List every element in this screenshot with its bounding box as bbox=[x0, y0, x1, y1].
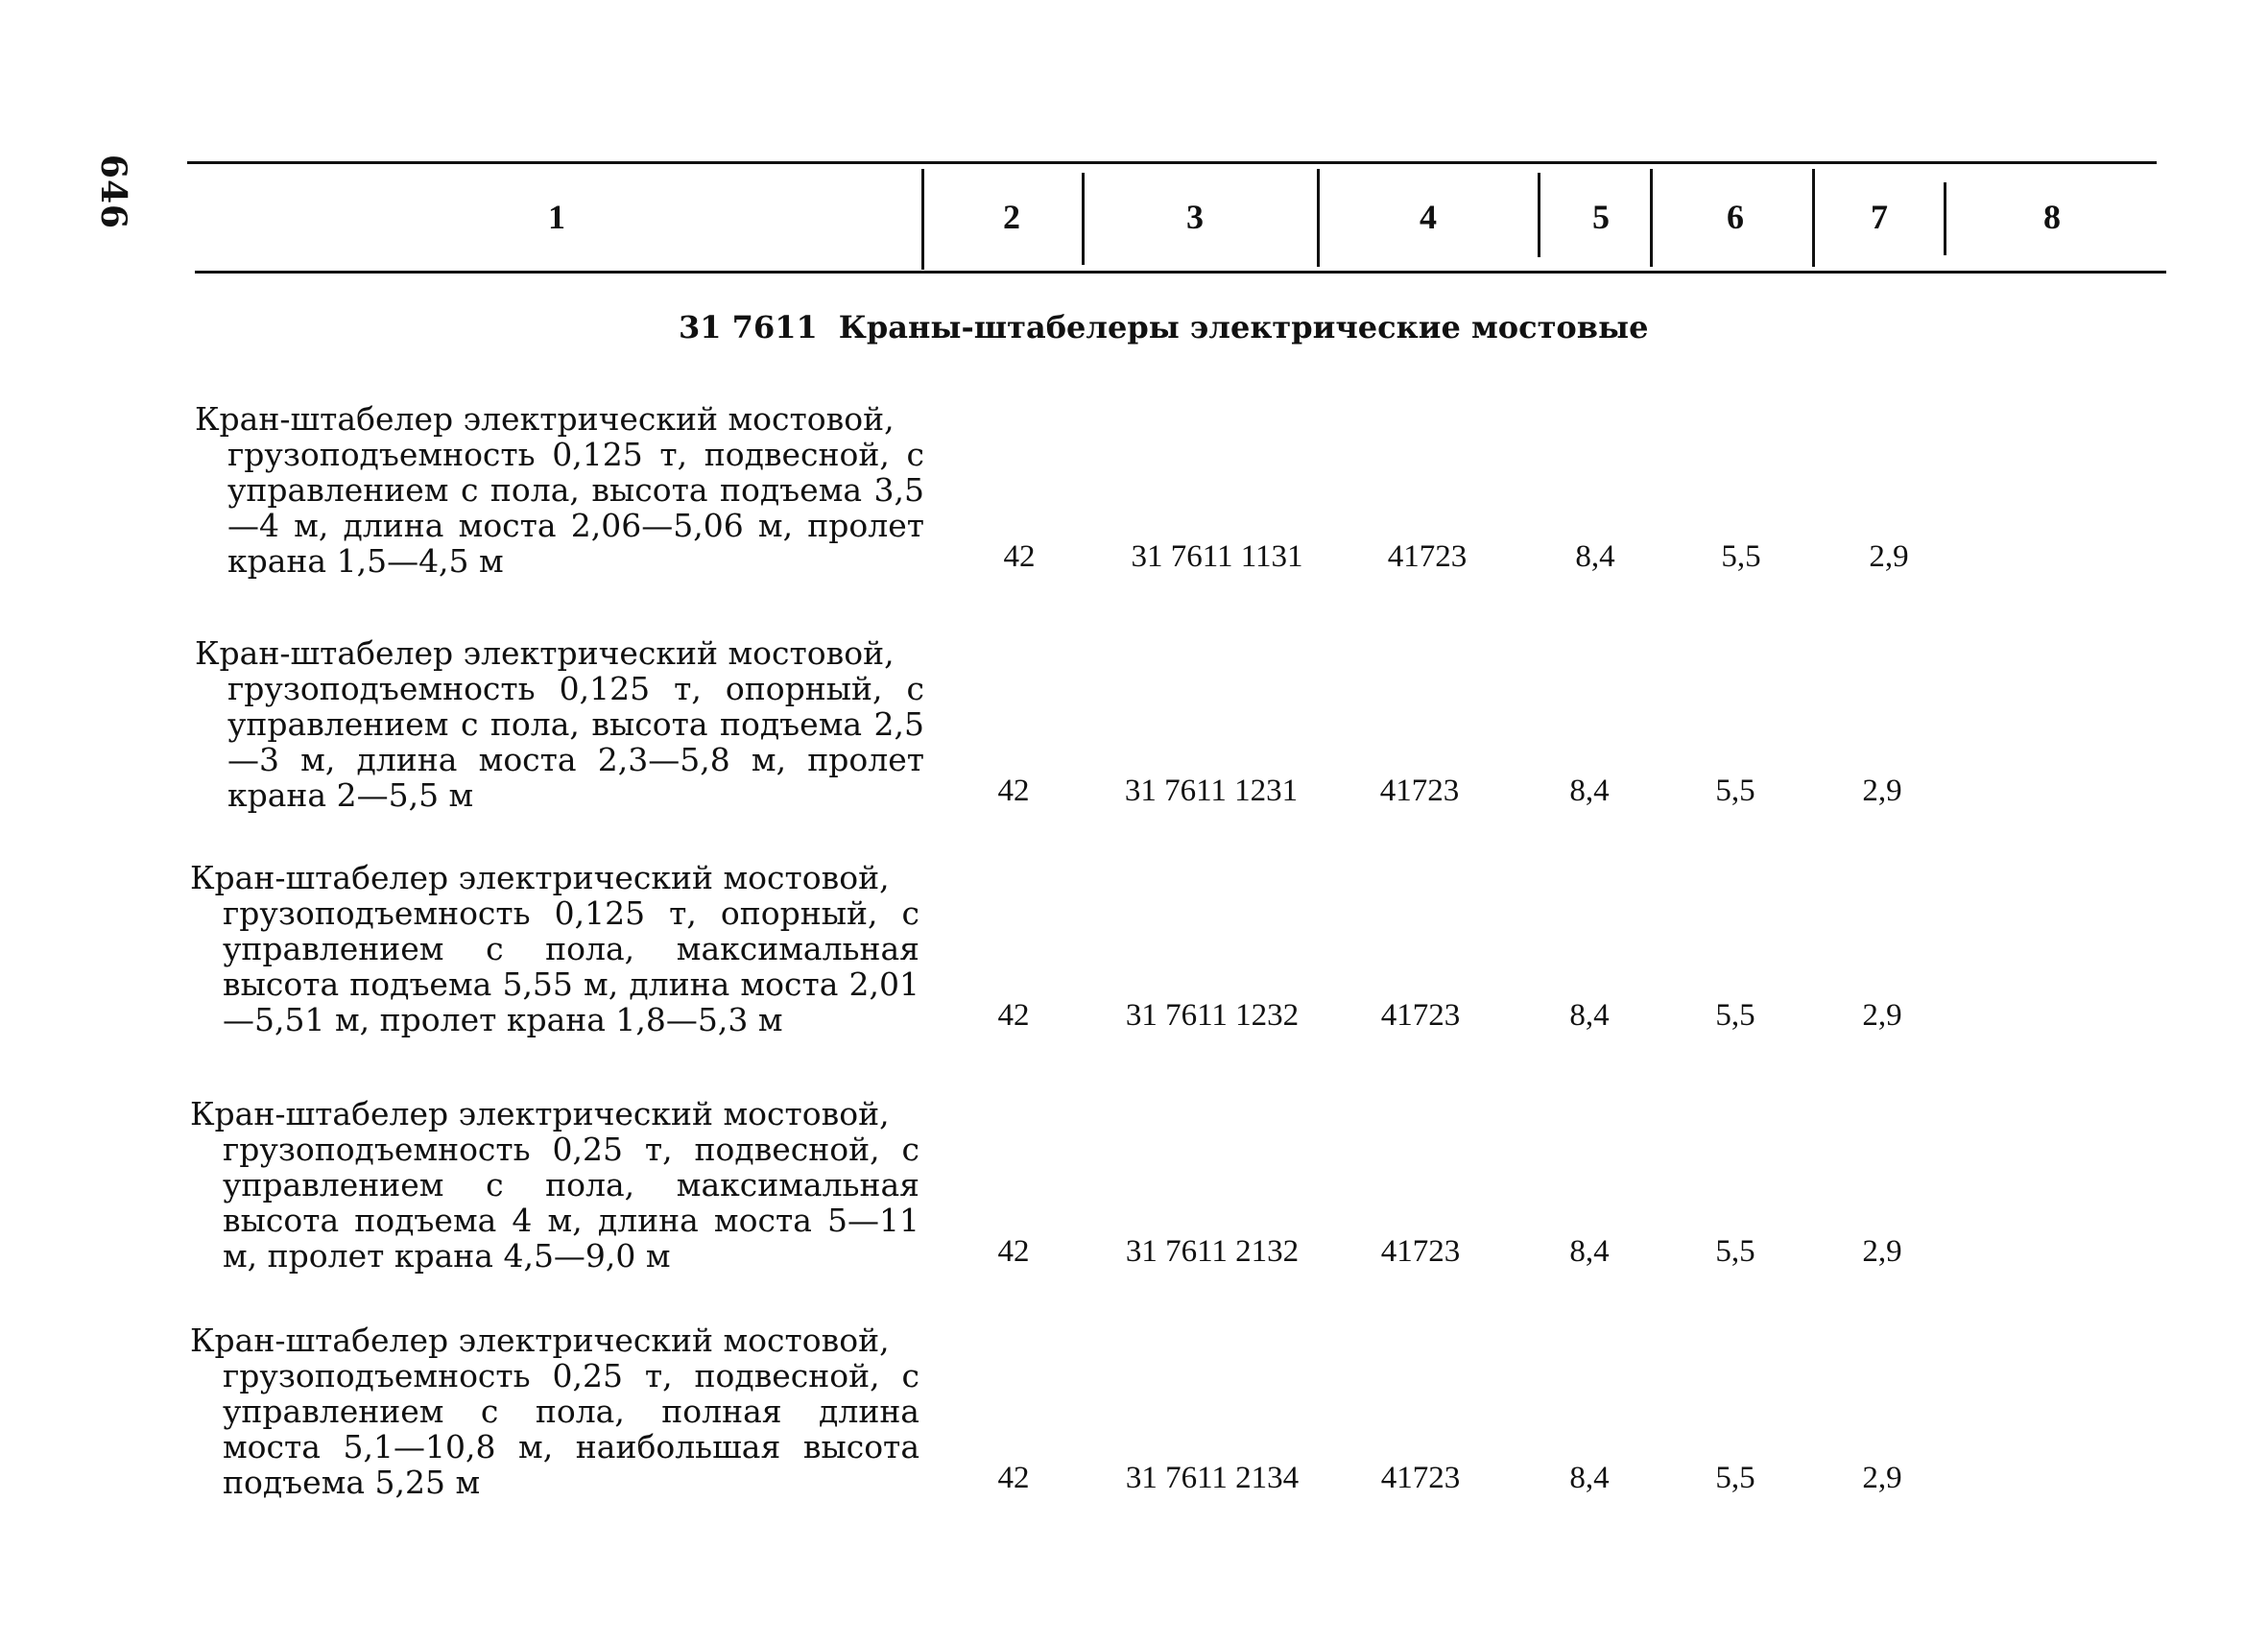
cell-col5: 8,4 bbox=[1569, 998, 1610, 1033]
cell-col6: 5,5 bbox=[1715, 774, 1755, 808]
column-divider bbox=[1650, 169, 1653, 267]
column-divider bbox=[1812, 169, 1815, 267]
cell-col5: 8,4 bbox=[1569, 1234, 1610, 1269]
cell-col7: 2,9 bbox=[1862, 1234, 1902, 1269]
cell-col7: 2,9 bbox=[1862, 774, 1902, 808]
cell-col6: 5,5 bbox=[1715, 1234, 1755, 1269]
cell-col6: 5,5 bbox=[1721, 539, 1761, 574]
cell-col6: 5,5 bbox=[1715, 998, 1755, 1033]
column-header-2: 2 bbox=[1003, 198, 1020, 236]
cell-col2: 42 bbox=[997, 1234, 1030, 1269]
cell-col2: 42 bbox=[997, 1461, 1030, 1495]
header-top-rule bbox=[187, 161, 2157, 164]
cell-col7: 2,9 bbox=[1869, 539, 1909, 574]
column-header-8: 8 bbox=[2043, 198, 2061, 236]
cell-col5: 8,4 bbox=[1569, 774, 1610, 808]
cell-col7: 2,9 bbox=[1862, 1461, 1902, 1495]
column-divider bbox=[921, 169, 924, 270]
column-divider bbox=[1538, 173, 1540, 257]
cell-col2: 42 bbox=[1003, 539, 1036, 574]
column-header-6: 6 bbox=[1727, 198, 1744, 236]
column-header-4: 4 bbox=[1420, 198, 1437, 236]
column-header-1: 1 bbox=[548, 198, 565, 236]
cell-col5: 8,4 bbox=[1575, 539, 1615, 574]
column-divider bbox=[1082, 173, 1085, 265]
cell-col4: 41723 bbox=[1379, 774, 1460, 808]
section-title: Краны-штабелеры электрические мостовые bbox=[838, 309, 1649, 345]
cell-col4: 41723 bbox=[1387, 539, 1468, 574]
item-description: Кран-штабелер электрический мостовой, грузоподъемность 0,125 т, подвесной, с управлением с пола, высота подъема 3,5—4 м, длина моста 2,06—5,06 м, пролет крана 1,5—4,5 м bbox=[195, 400, 924, 580]
column-header-3: 3 bbox=[1186, 198, 1204, 236]
column-divider bbox=[1317, 169, 1320, 267]
column-divider bbox=[1944, 182, 1946, 255]
cell-col2: 42 bbox=[997, 774, 1030, 808]
cell-col3: 31 7611 2132 bbox=[1125, 1234, 1300, 1269]
cell-col3: 31 7611 1231 bbox=[1124, 774, 1299, 808]
cell-col4: 41723 bbox=[1380, 1234, 1461, 1269]
item-description: Кран-штабелер электрический мостовой, грузоподъемность 0,25 т, подвесной, с управлением с пола, максимальная высота подъема 4 м, длина моста 5—11 м, пролет крана 4,5—9,0 м bbox=[190, 1095, 919, 1275]
cell-col5: 8,4 bbox=[1569, 1461, 1610, 1495]
cell-col4: 41723 bbox=[1380, 1461, 1461, 1495]
page-number: 646 bbox=[93, 154, 133, 230]
column-header-7: 7 bbox=[1871, 198, 1888, 236]
header-bottom-rule bbox=[195, 271, 2166, 274]
cell-col7: 2,9 bbox=[1862, 998, 1902, 1033]
cell-col3: 31 7611 1131 bbox=[1131, 539, 1303, 574]
cell-col6: 5,5 bbox=[1715, 1461, 1755, 1495]
column-header-5: 5 bbox=[1592, 198, 1610, 236]
section-code: 31 7611 bbox=[679, 309, 818, 345]
cell-col3: 31 7611 2134 bbox=[1125, 1461, 1300, 1495]
cell-col2: 42 bbox=[997, 998, 1030, 1033]
item-description: Кран-штабелер электрический мостовой, грузоподъемность 0,125 т, опорный, с управлением с пола, максимальная высота подъема 5,55 м, длина моста 2,01—5,51 м, пролет крана 1,8—5,3 м bbox=[190, 859, 919, 1038]
item-description: Кран-штабелер электрический мостовой, грузоподъемность 0,125 т, опорный, с управлением с пола, высота подъема 2,5—3 м, длина моста 2,3—5,8 м, пролет крана 2—5,5 м bbox=[195, 634, 924, 814]
item-description: Кран-штабелер электрический мостовой, грузоподъемность 0,25 т, подвесной, с управлением с пола, полная длина моста 5,1—10,8 м, наибольшая высота подъема 5,25 м bbox=[190, 1322, 919, 1501]
cell-col3: 31 7611 1232 bbox=[1125, 998, 1300, 1033]
section-heading bbox=[679, 309, 1648, 345]
cell-col4: 41723 bbox=[1380, 998, 1461, 1033]
